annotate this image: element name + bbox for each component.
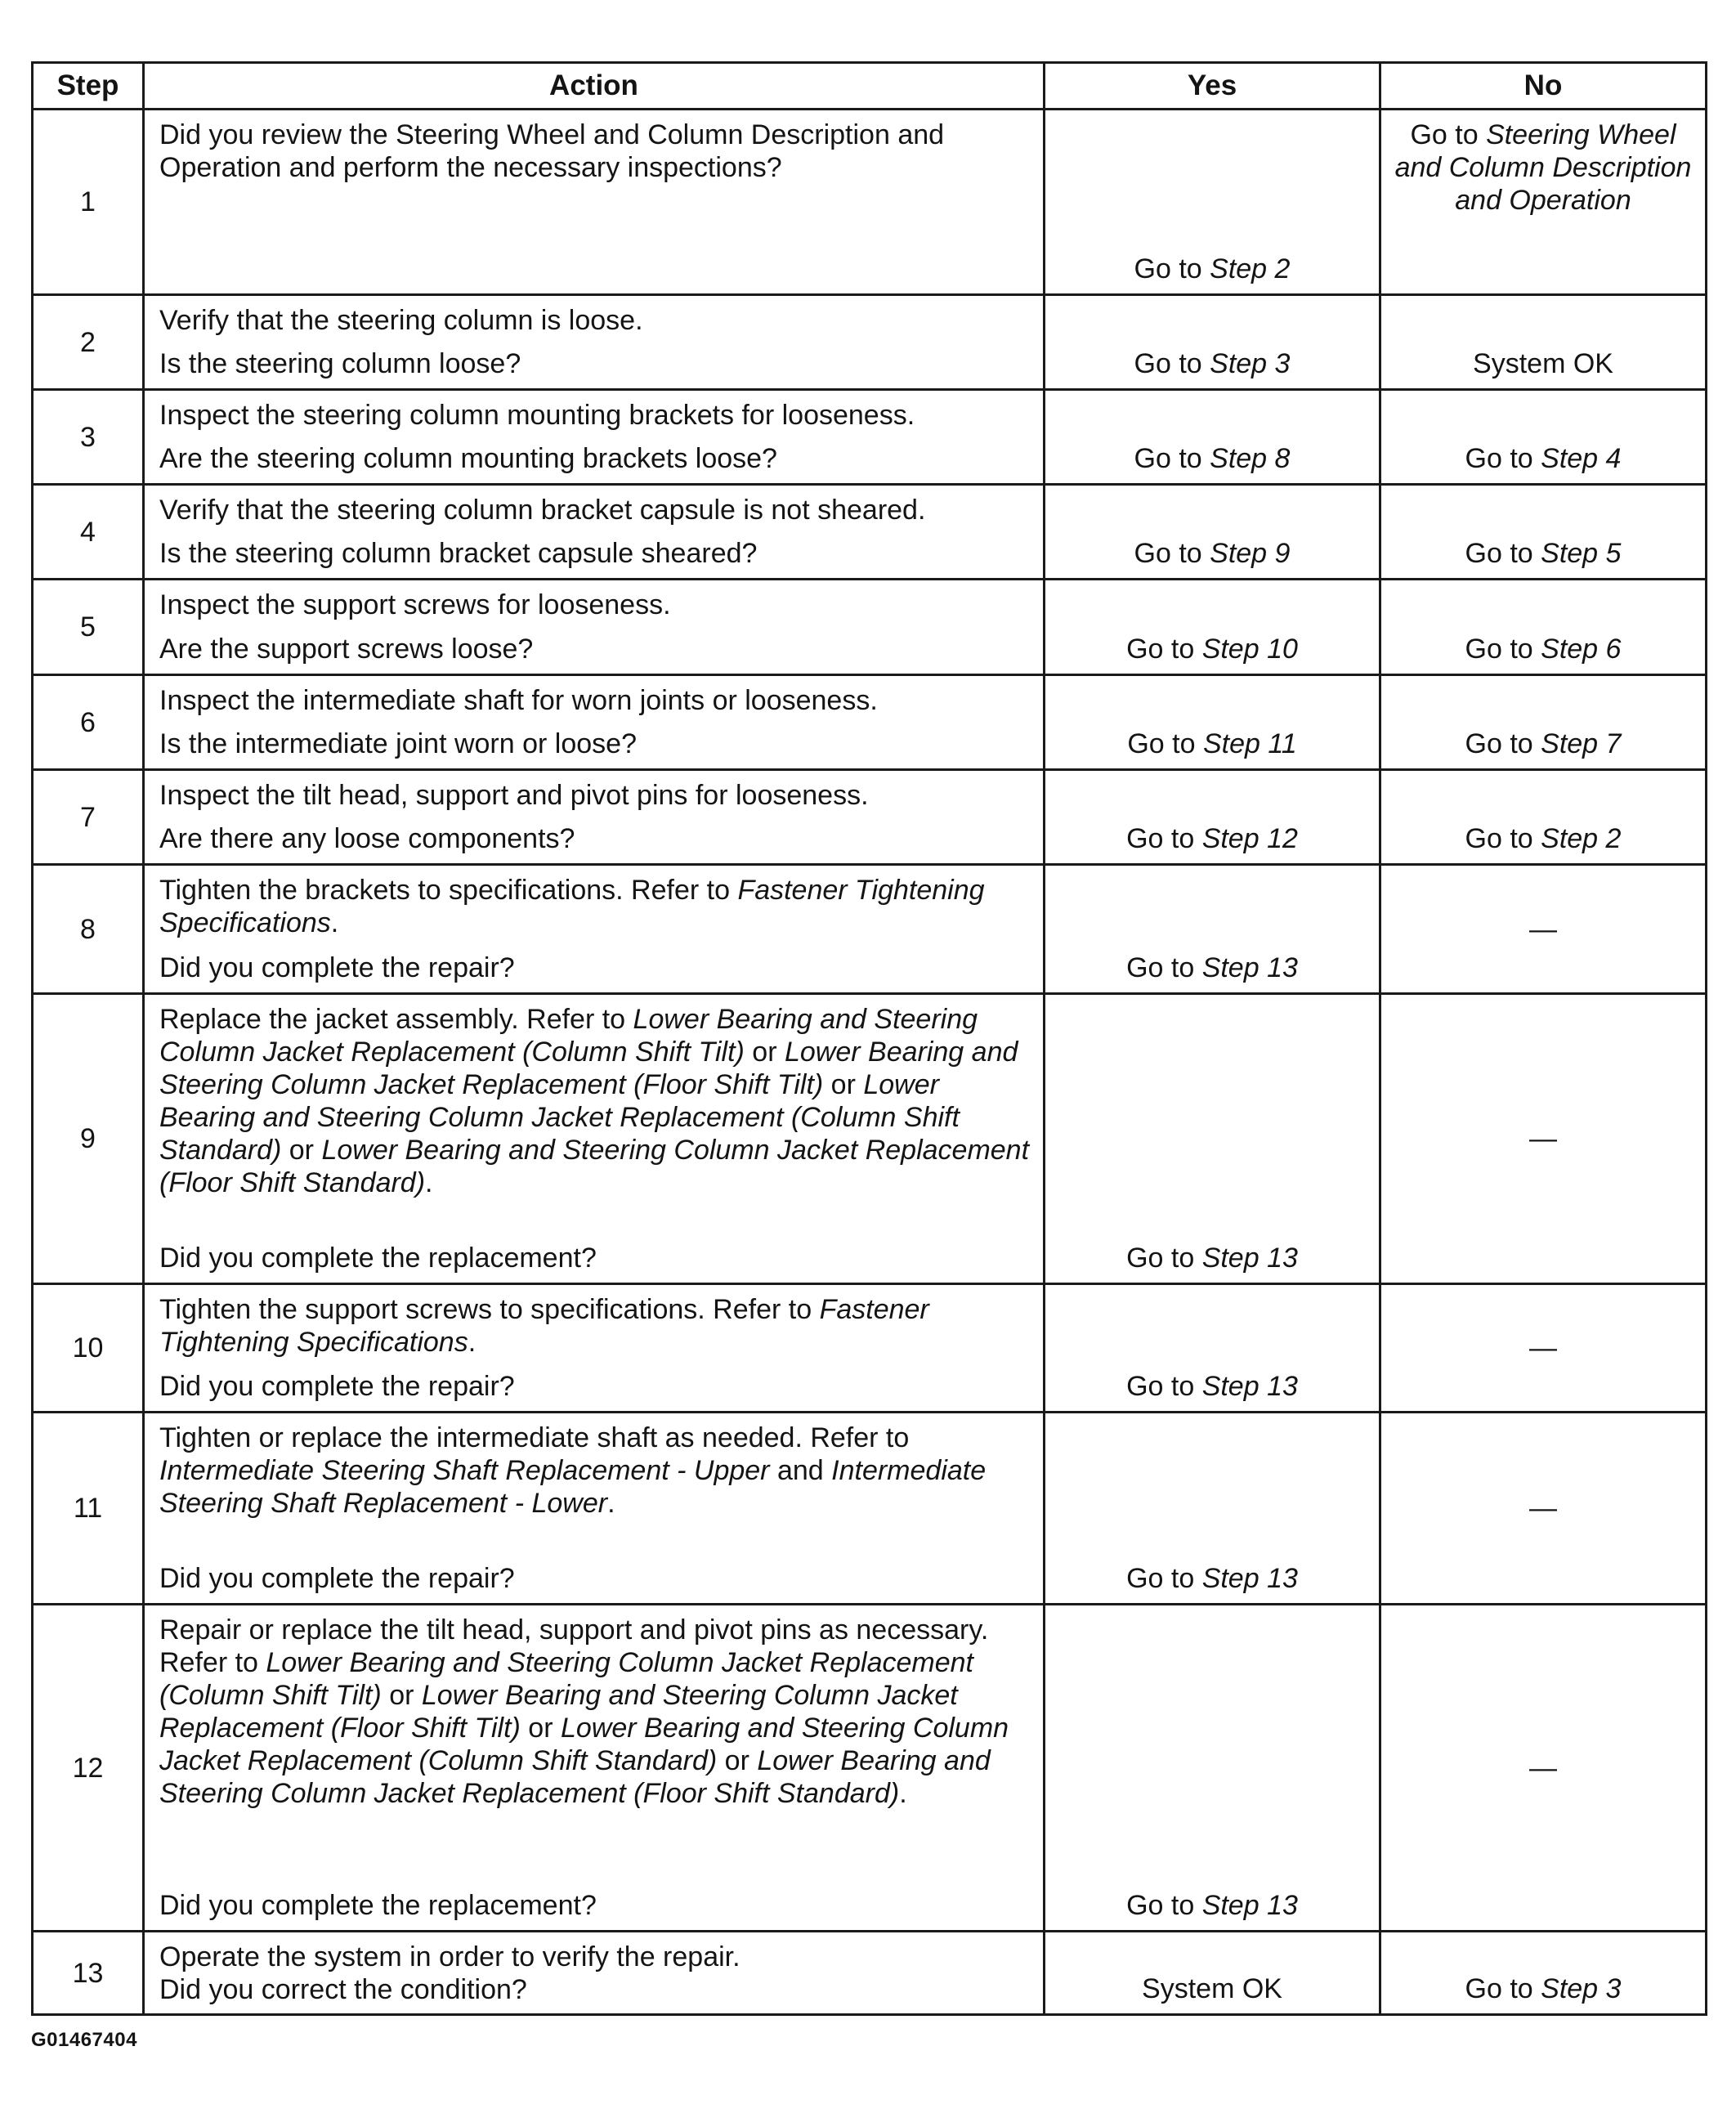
table-row xyxy=(33,110,1707,295)
no-outcome xyxy=(1388,537,1698,570)
text-run: Go to xyxy=(1126,1371,1202,1402)
reference-link-text: Lower Bearing and Steering Column Jacket Replacement (Column Shift Tilt) xyxy=(159,1004,978,1068)
reference-link-text: Intermediate Steering Shaft Replacement - Upper xyxy=(159,1455,770,1486)
text-run: Tighten the brackets to specifications. Refer to xyxy=(159,875,738,906)
yes-cell xyxy=(1045,485,1380,580)
action-cell xyxy=(144,580,1045,675)
yes-cell xyxy=(1045,865,1380,994)
text-run: Go to xyxy=(1465,728,1541,759)
no-outcome xyxy=(1388,633,1698,665)
reference-link-text: Intermediate Steering Shaft Replacement - Lower xyxy=(159,1455,987,1519)
yes-cell xyxy=(1045,1932,1380,2015)
no-cell xyxy=(1380,675,1707,770)
text-run: Did you complete the repair? xyxy=(159,952,515,983)
yes-outcome xyxy=(1052,1972,1372,2005)
action-cell xyxy=(144,675,1045,770)
action-cell xyxy=(144,1605,1045,1932)
text-run: Go to xyxy=(1410,119,1487,150)
no-outcome xyxy=(1388,1752,1698,1784)
text-run: and xyxy=(769,1455,832,1486)
yes-cell xyxy=(1045,675,1380,770)
text-run: — xyxy=(1529,1123,1557,1154)
yes-outcome xyxy=(1052,1562,1372,1595)
text-run: Did you correct the condition? xyxy=(159,1974,527,2005)
reference-link-text: Step 13 xyxy=(1201,1371,1298,1402)
action-cell xyxy=(144,110,1045,295)
header-no: No xyxy=(1380,63,1707,110)
text-run: Go to xyxy=(1465,634,1541,665)
no-cell xyxy=(1380,770,1707,865)
no-cell xyxy=(1380,580,1707,675)
text-run: Verify that the steering column is loose. xyxy=(159,305,643,336)
figure-id: G01467404 xyxy=(31,2029,137,2051)
text-run: Go to xyxy=(1134,443,1210,474)
text-run: Go to xyxy=(1134,538,1210,569)
action-cell xyxy=(144,770,1045,865)
action-question xyxy=(159,633,1031,665)
yes-outcome xyxy=(1052,822,1372,855)
reference-link-text: Lower Bearing and Steering Column Jacket Replacement (Floor Shift Tilt) xyxy=(159,1680,958,1744)
text-run: Are the steering column mounting brackets loose? xyxy=(159,443,777,474)
text-run: Did you complete the repair? xyxy=(159,1563,515,1594)
action-instruction xyxy=(159,1614,1031,1810)
table-row xyxy=(33,994,1707,1284)
text-run: Go to xyxy=(1126,634,1202,665)
no-outcome xyxy=(1388,1332,1698,1364)
table-header-row xyxy=(33,63,1707,110)
yes-cell xyxy=(1045,1413,1380,1605)
reference-link-text: Step 6 xyxy=(1541,634,1622,665)
text-run: Go to xyxy=(1465,1973,1541,2004)
reference-link-text: Step 12 xyxy=(1201,823,1298,854)
reference-link-text: Lower Bearing and Steering Column Jacket Replacement (Column Shift Standard) xyxy=(159,1069,960,1166)
action-instruction xyxy=(159,779,1031,812)
action-cell xyxy=(144,390,1045,485)
yes-outcome xyxy=(1052,347,1372,380)
reference-link-text: Lower Bearing and Steering Column Jacket Replacement (Floor Shift Standard) xyxy=(159,1745,991,1809)
action-question xyxy=(159,728,1031,760)
reference-link-text: Step 7 xyxy=(1541,728,1622,759)
action-cell xyxy=(144,994,1045,1284)
step-number: 5 xyxy=(33,580,144,675)
reference-link-text: Step 2 xyxy=(1210,253,1291,284)
step-number: 13 xyxy=(33,1932,144,2015)
text-run: Inspect the support screws for looseness. xyxy=(159,589,671,620)
no-cell xyxy=(1380,1605,1707,1932)
text-run: Is the steering column loose? xyxy=(159,348,521,379)
step-number: 3 xyxy=(33,390,144,485)
action-instruction xyxy=(159,399,1031,432)
text-run: Is the steering column bracket capsule sheared? xyxy=(159,538,758,569)
action-cell xyxy=(144,295,1045,390)
text-run: or xyxy=(744,1037,785,1068)
no-outcome xyxy=(1388,822,1698,855)
reference-link-text: Steering Wheel and Column Description and Operation xyxy=(1394,119,1692,216)
step-number: 10 xyxy=(33,1284,144,1413)
no-outcome xyxy=(1388,347,1698,380)
reference-link-text: Lower Bearing and Steering Column Jacket Replacement (Floor Shift Standard) xyxy=(159,1135,1030,1198)
reference-link-text: Fastener Tightening Specifications xyxy=(159,1294,929,1358)
action-question xyxy=(159,952,1031,984)
text-run: Go to xyxy=(1465,538,1541,569)
table-row xyxy=(33,1284,1707,1413)
action-question xyxy=(159,1889,1031,1922)
reference-link-text: Step 2 xyxy=(1541,823,1622,854)
reference-link-text: Lower Bearing and Steering Column Jacket Replacement (Floor Shift Tilt) xyxy=(159,1037,1018,1100)
action-question xyxy=(159,442,1031,475)
action-question xyxy=(159,1973,1031,2006)
reference-link-text: Step 9 xyxy=(1210,538,1291,569)
yes-cell xyxy=(1045,580,1380,675)
text-run: . xyxy=(607,1488,615,1519)
yes-cell xyxy=(1045,1284,1380,1413)
action-instruction xyxy=(159,494,1031,526)
text-run: . xyxy=(425,1167,433,1198)
yes-outcome xyxy=(1052,537,1372,570)
no-outcome xyxy=(1388,442,1698,475)
action-instruction xyxy=(159,1422,1031,1520)
yes-cell xyxy=(1045,770,1380,865)
text-run: Go to xyxy=(1126,1563,1202,1594)
yes-cell xyxy=(1045,390,1380,485)
yes-outcome xyxy=(1052,1242,1372,1274)
text-run: Go to xyxy=(1134,348,1210,379)
yes-outcome xyxy=(1052,952,1372,984)
table-row xyxy=(33,580,1707,675)
action-cell xyxy=(144,865,1045,994)
table-row xyxy=(33,485,1707,580)
step-number: 1 xyxy=(33,110,144,295)
text-run: Go to xyxy=(1134,253,1210,284)
yes-cell xyxy=(1045,994,1380,1284)
text-run: Are there any loose components? xyxy=(159,823,575,854)
text-run: — xyxy=(1529,1752,1557,1784)
reference-link-text: Fastener Tightening Specifications xyxy=(159,875,985,938)
no-cell xyxy=(1380,110,1707,295)
action-question xyxy=(159,1562,1031,1595)
step-number: 8 xyxy=(33,865,144,994)
action-instruction xyxy=(159,874,1031,939)
text-run: — xyxy=(1529,1332,1557,1363)
text-run: Go to xyxy=(1126,823,1202,854)
no-cell xyxy=(1380,390,1707,485)
table-row xyxy=(33,295,1707,390)
text-run: or xyxy=(381,1680,422,1711)
action-question xyxy=(159,119,1031,184)
step-number: 7 xyxy=(33,770,144,865)
text-run: Go to xyxy=(1127,728,1203,759)
table-row xyxy=(33,865,1707,994)
action-cell xyxy=(144,1932,1045,2015)
reference-link-text: Step 8 xyxy=(1210,443,1291,474)
table-row xyxy=(33,1932,1707,2015)
header-yes: Yes xyxy=(1045,63,1380,110)
no-outcome xyxy=(1388,1972,1698,2005)
text-run: Are the support screws loose? xyxy=(159,634,534,665)
action-question xyxy=(159,1370,1031,1403)
text-run: Inspect the tilt head, support and pivot pins for looseness. xyxy=(159,780,869,811)
action-cell xyxy=(144,1413,1045,1605)
text-run: Inspect the steering column mounting brackets for looseness. xyxy=(159,400,915,431)
table-row xyxy=(33,1413,1707,1605)
no-cell xyxy=(1380,1284,1707,1413)
text-run: Tighten the support screws to specifications. Refer to xyxy=(159,1294,820,1325)
text-run: Repair or replace the tilt head, support and pivot pins as necessary. Refer to xyxy=(159,1614,989,1678)
table-body xyxy=(33,110,1707,2015)
yes-outcome xyxy=(1052,253,1372,285)
step-number: 6 xyxy=(33,675,144,770)
no-cell xyxy=(1380,1932,1707,2015)
text-run: Go to xyxy=(1465,823,1541,854)
step-number: 2 xyxy=(33,295,144,390)
text-run: Did you complete the repair? xyxy=(159,1371,515,1402)
diagnostic-table xyxy=(31,61,1707,2016)
action-instruction xyxy=(159,1003,1031,1199)
text-run: Go to xyxy=(1126,1243,1202,1274)
step-number: 4 xyxy=(33,485,144,580)
text-run: Inspect the intermediate shaft for worn joints or looseness. xyxy=(159,685,878,716)
no-cell xyxy=(1380,865,1707,994)
reference-link-text: Step 4 xyxy=(1541,443,1622,474)
reference-link-text: Step 10 xyxy=(1201,634,1298,665)
no-outcome xyxy=(1388,913,1698,946)
text-run: Did you review the Steering Wheel and Column Description and Operation and perform the necessary inspections? xyxy=(159,119,945,183)
text-run: Did you complete the replacement? xyxy=(159,1243,597,1274)
no-cell xyxy=(1380,485,1707,580)
table-row xyxy=(33,770,1707,865)
yes-cell xyxy=(1045,295,1380,390)
text-run: Go to xyxy=(1126,952,1202,983)
action-instruction xyxy=(159,1941,1031,1973)
text-run: — xyxy=(1529,913,1557,945)
text-run: or xyxy=(823,1069,864,1100)
reference-link-text: Step 13 xyxy=(1201,1243,1298,1274)
yes-cell xyxy=(1045,1605,1380,1932)
no-cell xyxy=(1380,1413,1707,1605)
table-row xyxy=(33,675,1707,770)
text-run: . xyxy=(899,1778,907,1809)
action-question xyxy=(159,1242,1031,1274)
reference-link-text: Lower Bearing and Steering Column Jacket Replacement (Column Shift Standard) xyxy=(159,1713,1009,1776)
action-instruction xyxy=(159,684,1031,717)
step-number: 9 xyxy=(33,994,144,1284)
header-action: Action xyxy=(144,63,1045,110)
reference-link-text: Lower Bearing and Steering Column Jacket Replacement (Column Shift Tilt) xyxy=(159,1647,973,1711)
text-run: Is the intermediate joint worn or loose? xyxy=(159,728,637,759)
no-outcome xyxy=(1388,728,1698,760)
text-run: or xyxy=(281,1135,322,1166)
text-run: Go to xyxy=(1126,1890,1202,1921)
no-outcome xyxy=(1388,119,1698,217)
no-cell xyxy=(1380,295,1707,390)
text-run: Tighten or replace the intermediate shaft as needed. Refer to xyxy=(159,1422,910,1453)
text-run: or xyxy=(520,1713,561,1744)
action-instruction xyxy=(159,589,1031,621)
text-run: Go to xyxy=(1465,443,1541,474)
reference-link-text: Step 11 xyxy=(1202,728,1297,759)
reference-link-text: Step 5 xyxy=(1541,538,1622,569)
action-cell xyxy=(144,485,1045,580)
text-run: Replace the jacket assembly. Refer to xyxy=(159,1004,633,1035)
yes-cell xyxy=(1045,110,1380,295)
text-run: . xyxy=(468,1327,477,1358)
action-cell xyxy=(144,1284,1045,1413)
table-row xyxy=(33,390,1707,485)
text-run: Operate the system in order to verify the repair. xyxy=(159,1941,740,1972)
text-run: . xyxy=(330,907,339,938)
header-step: Step xyxy=(33,63,144,110)
text-run: System OK xyxy=(1473,348,1613,379)
yes-outcome xyxy=(1052,1370,1372,1403)
yes-outcome xyxy=(1052,633,1372,665)
no-cell xyxy=(1380,994,1707,1284)
no-outcome xyxy=(1388,1122,1698,1155)
text-run: System OK xyxy=(1142,1973,1282,2004)
yes-outcome xyxy=(1052,442,1372,475)
action-instruction xyxy=(159,1293,1031,1359)
yes-outcome xyxy=(1052,728,1372,760)
text-run: — xyxy=(1529,1493,1557,1524)
text-run: Did you complete the replacement? xyxy=(159,1890,597,1921)
step-number: 11 xyxy=(33,1413,144,1605)
reference-link-text: Step 3 xyxy=(1210,348,1291,379)
reference-link-text: Step 13 xyxy=(1201,1890,1298,1921)
reference-link-text: Step 13 xyxy=(1201,952,1298,983)
step-number: 12 xyxy=(33,1605,144,1932)
reference-link-text: Step 3 xyxy=(1541,1973,1622,2004)
reference-link-text: Step 13 xyxy=(1201,1563,1298,1594)
table-row xyxy=(33,1605,1707,1932)
no-outcome xyxy=(1388,1492,1698,1525)
action-question xyxy=(159,822,1031,855)
action-instruction xyxy=(159,304,1031,337)
yes-outcome xyxy=(1052,1889,1372,1922)
action-question xyxy=(159,347,1031,380)
text-run: Verify that the steering column bracket capsule is not sheared. xyxy=(159,495,926,526)
action-question xyxy=(159,537,1031,570)
text-run: or xyxy=(717,1745,758,1776)
